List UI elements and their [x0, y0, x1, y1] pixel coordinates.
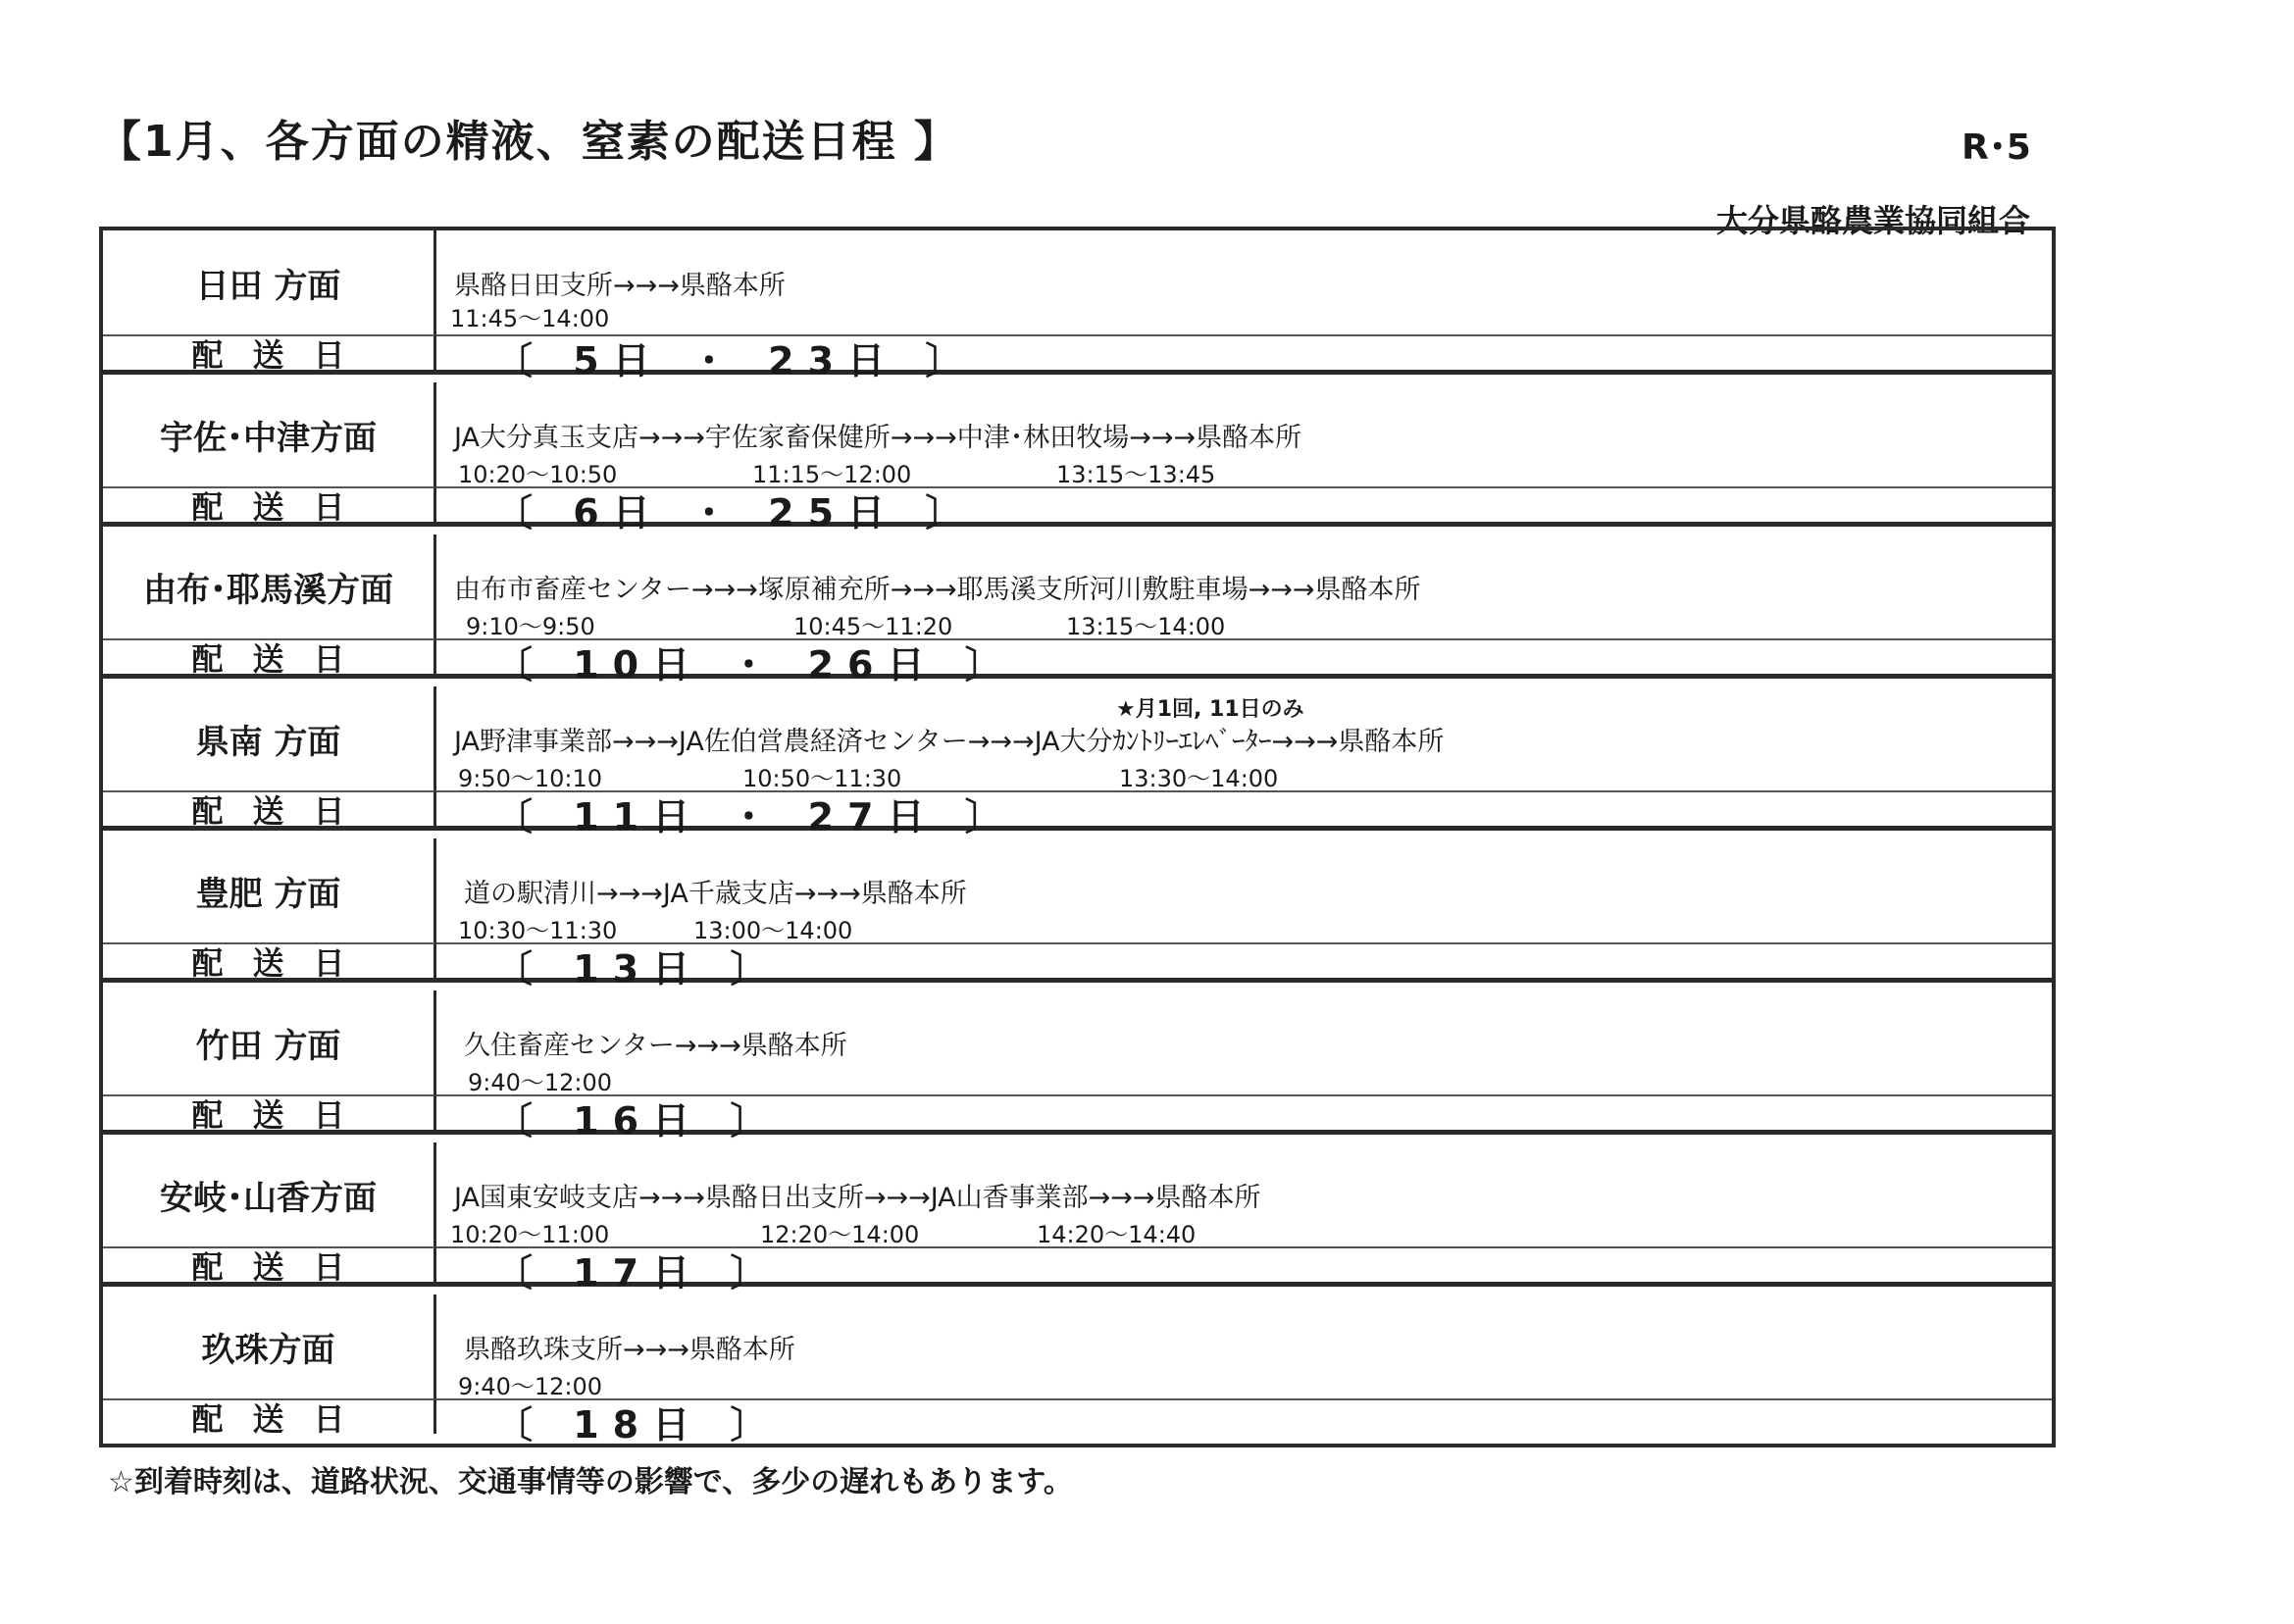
- monthly-note: ★月1回, 11日のみ: [1116, 697, 1304, 722]
- schedule-block-aki-yamaga: [103, 1142, 2052, 1294]
- direction-cell: 日田 方面: [103, 230, 436, 334]
- delivery-days-cell: [436, 638, 2052, 686]
- delivery-day-label: 配送日: [103, 334, 436, 370]
- delivery-days-cell: [436, 942, 2052, 990]
- direction-cell: 宇佐･中津方面: [103, 382, 436, 486]
- footer-note: ☆到着時刻は、道路状況、交通事情等の影響で、多少の遅れもあります。: [108, 1465, 1073, 1499]
- delivery-days: 〔 10日 ・ 26日 〕: [495, 643, 1016, 686]
- time-range: 9:40～12:00: [458, 1373, 603, 1400]
- route-cell: [436, 1294, 2052, 1398]
- delivery-day-label: 配送日: [103, 486, 436, 522]
- delivery-days: 〔 5日 ・ 23日 〕: [495, 339, 977, 382]
- time-range: 10:20～11:00: [450, 1221, 610, 1248]
- time-range: 9:40～12:00: [468, 1069, 613, 1096]
- direction-cell: 豊肥 方面: [103, 838, 436, 942]
- direction-cell: 県南 方面: [103, 686, 436, 790]
- delivery-days-cell: [436, 1398, 2052, 1446]
- schedule-block-hita: [103, 230, 2052, 382]
- route-cell: [436, 382, 2052, 486]
- route-text: 久住畜産センター→→→県酪本所: [464, 1031, 847, 1061]
- route-text: 由布市畜産センター→→→塚原補充所→→→耶馬溪支所河川敷駐車場→→→県酪本所: [454, 575, 1421, 605]
- delivery-day-label: 配送日: [103, 790, 436, 826]
- delivery-days: 〔 11日 ・ 27日 〕: [495, 795, 1016, 838]
- time-range: 12:20～14:00: [760, 1221, 920, 1248]
- route-text: 道の駅清川→→→JA千歳支店→→→県酪本所: [464, 879, 967, 909]
- delivery-days-cell: [436, 790, 2052, 838]
- delivery-day-label: 配送日: [103, 1246, 436, 1282]
- delivery-days-cell: [436, 334, 2052, 382]
- direction-cell: 由布･耶馬溪方面: [103, 534, 436, 638]
- time-range: 13:15～13:45: [1056, 461, 1216, 488]
- delivery-days-cell: [436, 486, 2052, 534]
- time-range: 9:50～10:10: [458, 765, 603, 792]
- direction-cell: 玖珠方面: [103, 1294, 436, 1398]
- schedule-block-kennan: [103, 686, 2052, 838]
- delivery-day-label: 配送日: [103, 1094, 436, 1130]
- route-cell: [436, 990, 2052, 1094]
- time-range: 11:15～12:00: [752, 461, 912, 488]
- route-cell: [436, 1142, 2052, 1246]
- delivery-days: 〔 16日 〕: [495, 1099, 782, 1142]
- route-text: JA大分真玉支店→→→宇佐家畜保健所→→→中津･林田牧場→→→県酪本所: [454, 423, 1302, 453]
- time-range: 13:30～14:00: [1119, 765, 1279, 792]
- schedule-block-yufu-yabakei: [103, 534, 2052, 686]
- time-range: 10:45～11:20: [793, 613, 953, 640]
- document-code: R･5: [1962, 127, 2031, 168]
- route-cell: [436, 534, 2052, 638]
- time-range: 13:00～14:00: [693, 917, 853, 944]
- schedule-block-kusu: [103, 1294, 2052, 1446]
- route-text: JA野津事業部→→→JA佐伯営農経済センター→→→JA大分ｶﾝﾄﾘｰｴﾚﾍﾞｰﾀｰ→→→県酪本所: [454, 727, 1445, 757]
- delivery-days: 〔 13日 〕: [495, 947, 782, 990]
- delivery-schedule-table: [99, 227, 2056, 1447]
- delivery-days-cell: [436, 1094, 2052, 1142]
- route-text: JA国東安岐支店→→→県酪日出支所→→→JA山香事業部→→→県酪本所: [454, 1183, 1261, 1213]
- time-range: 10:30～11:30: [458, 917, 618, 944]
- delivery-day-label: 配送日: [103, 942, 436, 978]
- schedule-block-usa-nakatsu: [103, 382, 2052, 534]
- route-text: 県酪玖珠支所→→→県酪本所: [464, 1335, 795, 1365]
- route-cell: [436, 230, 2052, 334]
- route-cell: [436, 838, 2052, 942]
- time-range: 13:15～14:00: [1066, 613, 1226, 640]
- time-range: 14:20～14:40: [1037, 1221, 1197, 1248]
- time-range: 9:10～9:50: [466, 613, 595, 640]
- direction-cell: 安岐･山香方面: [103, 1142, 436, 1246]
- time-range: 11:45～14:00: [450, 305, 610, 332]
- time-range: 10:20～10:50: [458, 461, 618, 488]
- page-title: 【1月、各方面の精液、窒素の配送日程 】: [98, 117, 959, 167]
- delivery-days: 〔 18日 〕: [495, 1403, 782, 1446]
- schedule-block-houhi: [103, 838, 2052, 990]
- schedule-block-taketa: [103, 990, 2052, 1142]
- delivery-day-label: 配送日: [103, 638, 436, 674]
- delivery-days: 〔 6日 ・ 25日 〕: [495, 491, 977, 534]
- time-range: 10:50～11:30: [742, 765, 902, 792]
- delivery-days: 〔 17日 〕: [495, 1251, 782, 1294]
- delivery-days-cell: [436, 1246, 2052, 1294]
- organization-name: 大分県酪農業協同組合: [1716, 202, 2031, 239]
- route-cell: [436, 686, 2052, 790]
- direction-cell: 竹田 方面: [103, 990, 436, 1094]
- delivery-day-label: 配送日: [103, 1398, 436, 1434]
- route-text: 県酪日田支所→→→県酪本所: [454, 271, 786, 301]
